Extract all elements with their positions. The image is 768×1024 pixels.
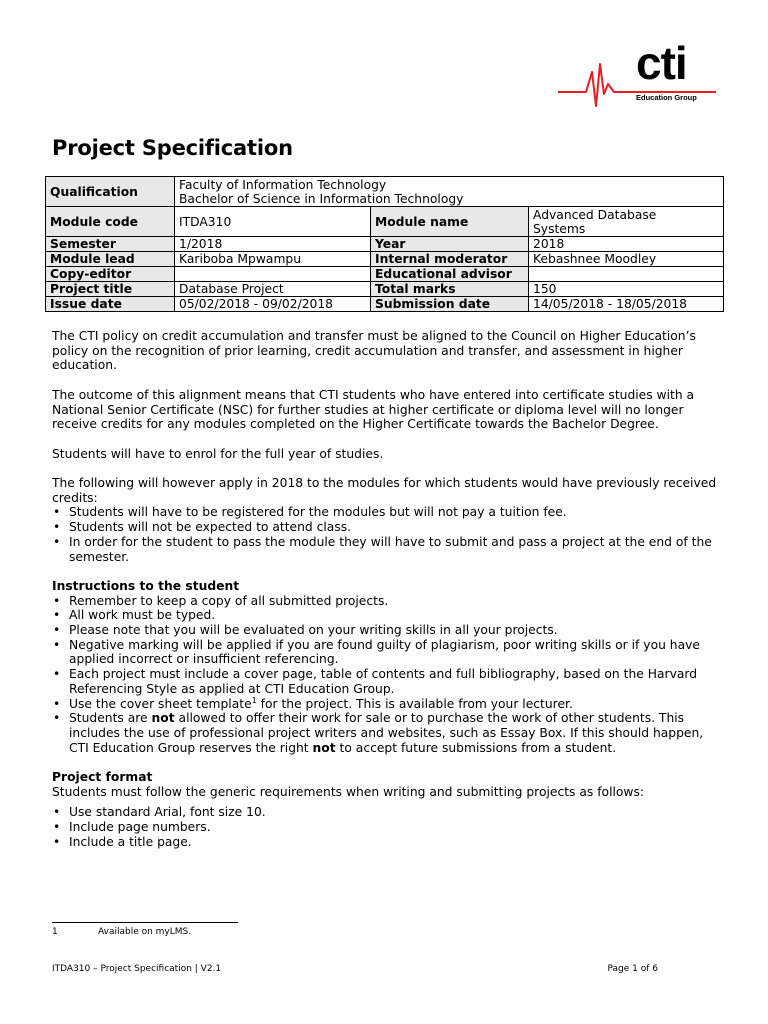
footer-document-id: ITDA310 – Project Specification | V2.1	[52, 964, 222, 974]
instructions-list	[52, 594, 724, 756]
copy-editor-label: Copy-editor	[46, 267, 175, 282]
module-name-label: Module name	[371, 207, 529, 237]
footnote-divider	[52, 922, 238, 923]
format-list	[52, 805, 724, 849]
educational-advisor-value	[529, 267, 724, 282]
list-item: • Negative marking will be applied if you are found guilty of plagiarism, poor writing skills or if you have applied incorrect or insufficient referencing.	[52, 638, 724, 667]
credits-list	[52, 505, 724, 564]
list-item: • Please note that you will be evaluated on your writing skills in all your projects.	[52, 623, 724, 638]
footer-page-number: Page 1 of 6	[607, 964, 658, 974]
module-name-line2: Systems	[533, 221, 586, 236]
format-intro: Students must follow the generic requirements when writing and submitting projects as follows:	[52, 784, 645, 799]
module-code-label: Module code	[46, 207, 175, 237]
module-name-line1: Advanced Database	[533, 207, 657, 222]
heartbeat-logo-icon	[556, 36, 716, 108]
issue-date-value: 05/02/2018 - 09/02/2018	[175, 297, 371, 312]
semester-label: Semester	[46, 237, 175, 252]
apply-paragraph: The following will however apply in 2018 to the modules for which students would have previously received credits:	[52, 475, 717, 505]
cti-logo	[556, 36, 716, 108]
list-item: • Each project must include a cover page, table of contents and full bibliography, based on the Harvard Referencing Style as applied at CTI Education Group.	[52, 667, 724, 696]
internal-moderator-label: Internal moderator	[371, 252, 529, 267]
semester-value: 1/2018	[175, 237, 371, 252]
qualification-line2: Bachelor of Science in Information Technology	[179, 191, 464, 206]
list-item: • In order for the student to pass the module they will have to submit and pass a project at the end of the semester.	[52, 535, 724, 564]
list-item: • Students will not be expected to attend class.	[52, 520, 724, 535]
list-item	[52, 711, 724, 755]
submission-date-label: Submission date	[371, 297, 529, 312]
module-code-value: ITDA310	[175, 207, 371, 237]
format-heading: Project format	[52, 770, 153, 785]
list-item	[52, 697, 724, 712]
module-lead-value: Kariboba Mpwampu	[175, 252, 371, 267]
table-row	[46, 282, 724, 297]
not-item-text: allowed to offer their work for sale or to purchase the work of other students. This includes the use of professional project writers and websites, such as Essay Box. If this should happen, CTI Education Group reserves the right	[69, 711, 704, 755]
list-item: • Use standard Arial, font size 10.	[52, 805, 724, 820]
table-row	[46, 297, 724, 312]
footnote-number: 1	[52, 927, 58, 937]
list-item: • Students will have to be registered for the modules but will not pay a tuition fee.	[52, 505, 724, 520]
copy-editor-value	[175, 267, 371, 282]
not-item-text: Students are	[69, 711, 152, 726]
logo-tagline: Education Group	[636, 93, 697, 102]
table-row	[46, 177, 724, 207]
alignment-paragraph: The outcome of this alignment means that CTI students who have entered into certificate studies with a National Senior Certificate (NSC) for further studies at higher certificate or diploma level will no longer receive credits for any modules completed on the Higher Certificate towards the Bachelor Degree.	[52, 387, 695, 432]
document-body	[52, 329, 724, 864]
qualification-line1: Faculty of Information Technology	[179, 177, 387, 192]
module-name-value	[529, 207, 724, 237]
educational-advisor-label: Educational advisor	[371, 267, 529, 282]
total-marks-label: Total marks	[371, 282, 529, 297]
instructions-heading: Instructions to the student	[52, 578, 240, 593]
internal-moderator-value: Kebashnee Moodley	[529, 252, 724, 267]
list-item: • Include a title page.	[52, 835, 724, 850]
not-item-text: to accept future submissions from a student.	[335, 740, 617, 755]
qualification-label: Qualification	[46, 177, 175, 207]
table-row	[46, 252, 724, 267]
footnote-text: Available on myLMS.	[98, 927, 192, 937]
issue-date-label: Issue date	[46, 297, 175, 312]
qualification-value	[175, 177, 724, 207]
list-item: • Include page numbers.	[52, 820, 724, 835]
enrol-paragraph: Students will have to enrol for the full year of studies.	[52, 446, 384, 461]
not-emphasis: not	[151, 711, 175, 726]
table-row	[46, 267, 724, 282]
project-title-label: Project title	[46, 282, 175, 297]
footnote	[52, 927, 191, 937]
list-item: • Remember to keep a copy of all submitted projects.	[52, 594, 724, 609]
cover-item-text-end: for the project. This is available from your lecturer.	[256, 696, 573, 711]
policy-paragraph: The CTI policy on credit accumulation and transfer must be aligned to the Council on Higher Education’s policy on the recognition of prior learning, credit accumulation and transfer, and assessment in higher education.	[52, 329, 696, 373]
total-marks-value: 150	[529, 282, 724, 297]
list-item: • All work must be typed.	[52, 608, 724, 623]
year-value: 2018	[529, 237, 724, 252]
page-title: Project Specification	[52, 136, 293, 160]
logo-wordmark: cti	[636, 37, 687, 89]
table-row	[46, 207, 724, 237]
year-label: Year	[371, 237, 529, 252]
project-title-value: Database Project	[175, 282, 371, 297]
footnote-ref: 1	[251, 695, 257, 705]
module-lead-label: Module lead	[46, 252, 175, 267]
submission-date-value: 14/05/2018 - 18/05/2018	[529, 297, 724, 312]
project-info-table	[45, 176, 724, 312]
cover-item-text: Use the cover sheet template	[69, 696, 252, 711]
table-row	[46, 237, 724, 252]
not-emphasis: not	[312, 740, 336, 755]
